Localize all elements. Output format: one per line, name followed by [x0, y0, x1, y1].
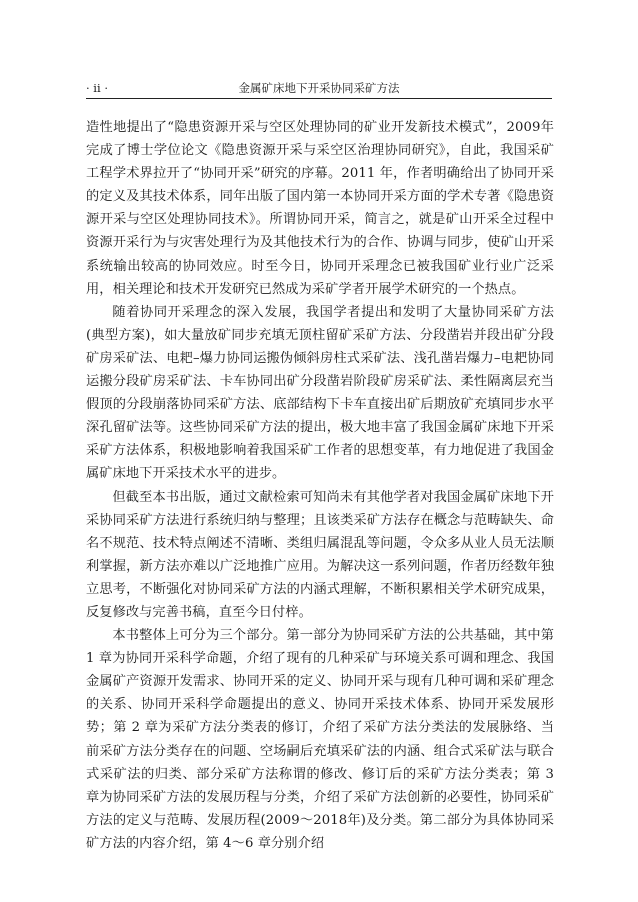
running-title: 金属矿床地下开采协同采矿方法 [238, 81, 400, 95]
paragraph: 本书整体上可分为三个部分。第一部分为协同采矿方法的公共基础，其中第 1 章为协同开采科学命题，介绍了现有的几种采矿与环境关系可调和理念、我国金属矿产资源开发需求、协同开采的定义、协同开采与现有几种可调和采矿理念的关系、协同开采科学命题提出的意义、协同开采技术体系、协同开采发展形势；第 2 章为采矿方法分类表的修订，介绍了采矿方法分类法的发展脉络、当前采矿方法分类存在的问题、空场嗣后充填采矿法的内涵、组合式采矿法与联合式采矿法的归类、部分采矿方法称谓的修改、修订后的采矿方法分类表；第 3 章为协同采矿方法的发展历程与分类，介绍了采矿方法创新的必要性，协同采矿方法的定义与范畴、发展历程(2009～2018年)及分类。第二部分为具体协同采矿方法的内容介绍，第 4～6 章分别介绍 [86, 628, 554, 851]
paragraph: 但截至本书出版，通过文献检索可知尚未有其他学者对我国金属矿床地下开采协同采矿方法进行系统归纳与整理；且该类采矿方法存在概念与范畴缺失、命名不规范、技术特点阐述不清晰、类组归属混乱等问题，令众多从业人员无法顺利掌握，新方法亦难以广泛地推广应用。为解决这一系列问题，作者历经数年独立思考，不断强化对协同采矿方法的内涵式理解，不断积累相关学术研究成果，反复修改与完善书稿，直至今日付梓。 [86, 489, 554, 620]
running-header [86, 78, 552, 99]
page-number: · ii · [86, 81, 108, 95]
paragraph-continuation: 造性地提出了“隐患资源开采与空区处理协同的矿业开发新技术模式”，2009年完成了博士学位论文《隐患资源开采与采空区治理协同研究》，自此，我国采矿工程学术界拉开了“协同开采”研究的序幕。2011 年，作者明确给出了协同开采的定义及其技术体系，同年出版了国内第一本协同开采方面的学术专著《隐患资源开采与空区处理协同技术》。所谓协同开采，简言之，就是矿山开采全过程中资源开采行为与灾害处理行为及其他技术行为的合作、协调与同步，使矿山开采系统输出较高的协同效应。时至今日，协同开采理念已被我国矿业行业广泛采用，相关理论和技术开发研究已然成为采矿学者开展学术研究的一个热点。 [86, 120, 554, 297]
body-text [86, 116, 554, 855]
paragraph: 随着协同开采理念的深入发展，我国学者提出和发明了大量协同采矿方法(典型方案)，如大量放矿同步充填无顶柱留矿采矿方法、分段凿岩并段出矿分段矿房采矿法、电耙–爆力协同运搬伪倾斜房柱式采矿法、浅孔凿岩爆力–电耙协同运搬分段矿房采矿法、卡车协同出矿分段凿岩阶段矿房采矿法、柔性隔离层充当假顶的分段崩落协同采矿方法、底部结构下卡车直接出矿后期放矿充填同步水平深孔留矿法等。这些协同采矿方法的提出，极大地丰富了我国金属矿床地下开采采矿方法体系，积极地影响着我国采矿工作者的思想变革，有力地促进了我国金属矿床地下开采技术水平的进步。 [86, 304, 554, 482]
